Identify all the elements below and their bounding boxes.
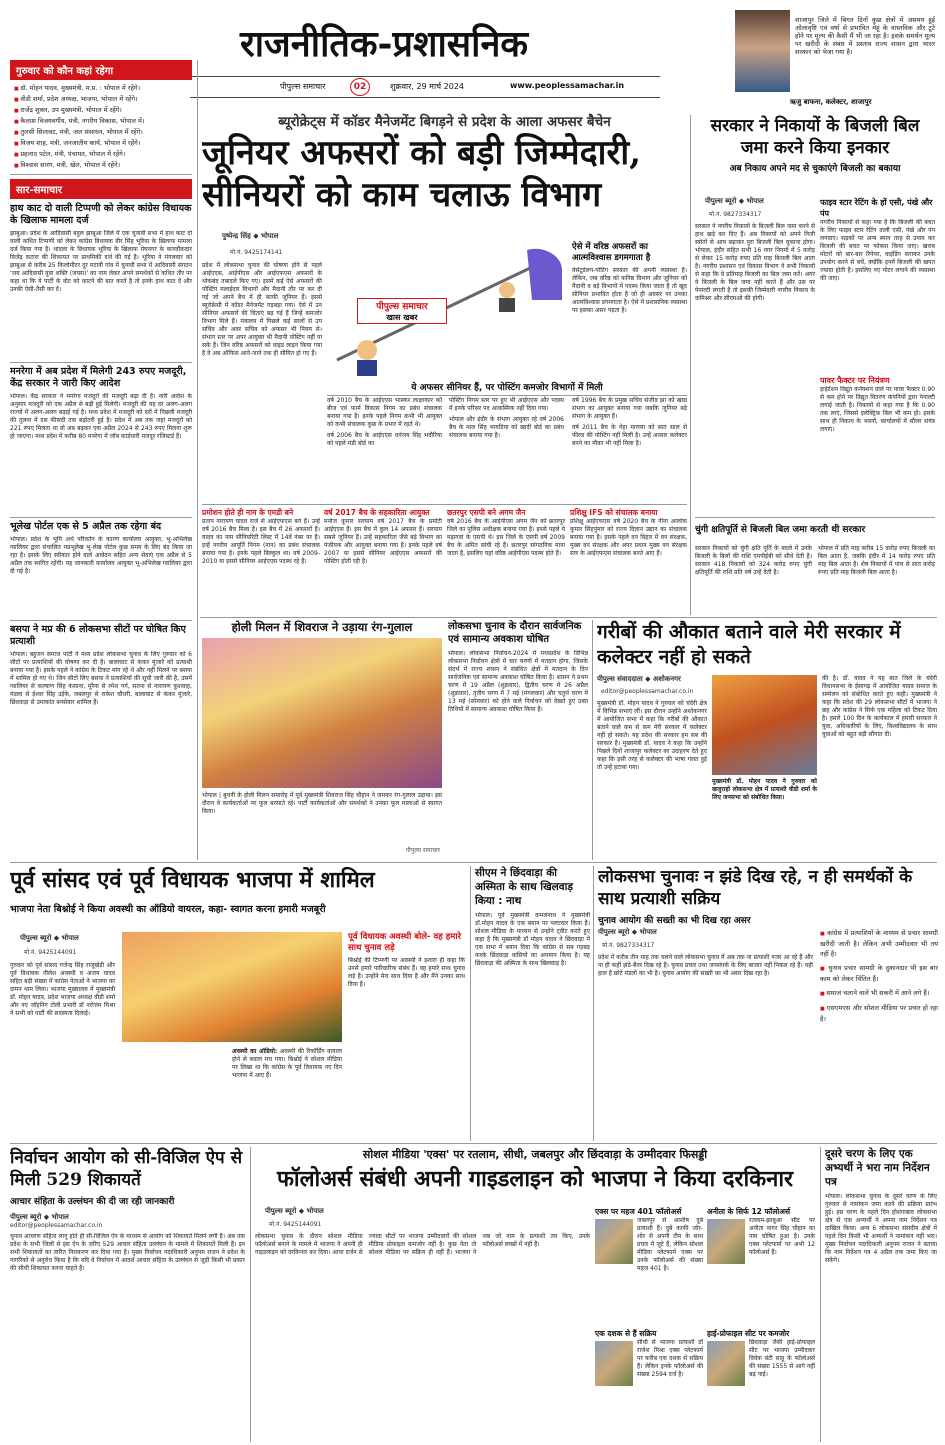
phase-body: भोपाल। लोकसभा चुनाव के दूसरे चरण के लिए गुरुवार से नामांकन जमा करने की प्रक्रिया प्रारंभ हुई। इस चरण के पहले दिन होशंगाबाद लोकसभा क्षेत्र से एक अभ्यर्थी ने अपना नाम निर्देशन पत्र दाखिल किया। अन्य 6 लोकसभा संसदीय क्षेत्रों में पहले दिन किसी भी अभ्यर्थी ने नामांकन नहीं भरा। मुख्य निर्वाचन पदाधिकारी अनुपम राजन ने बताया कि नाम निर्देशन पत्र 4 अप्रैल तक जमा किए जा सकेंगे। (825, 1193, 937, 1264)
cvigil-email: editor@peoplessamachar.co.in (10, 1222, 103, 1229)
lead-byline: पुष्पेन्द्र सिंह ◆ भोपाल (222, 232, 279, 240)
schedule-item: ■ विजय शाह, मंत्री, जनजातीय कार्य, भोपाल में रहेंगे। (14, 138, 188, 149)
cvigil-headline: निर्वाचन आयोग को सी-विजिल ऐप से मिली 529 शिकायतें (10, 1148, 243, 1190)
collector-byline: पीपुल्स संवाददाता ◆ अशोकनगर (597, 675, 681, 683)
electricity-mobile: मो.नं. 9827334317 (709, 211, 762, 218)
lead-mobile: मो.नं. 9425174141 (230, 249, 283, 256)
social-box: एक्स पर महज 401 फॉलोअर्स जबलपुर से आशीष दुबे प्रत्याशी हैं। दुबे काफी जोर-शोर से अपनी टीम के साथ प्रचार में जुटे हैं, लेकिन सोशल मीडिया प्लेटफार्म एक्स पर उनके फॉलोअर्स की संख्या महज 401 है। (595, 1207, 703, 1272)
candidate-photo (595, 1219, 633, 1264)
holiday-story (448, 620, 588, 860)
candidate-photo (595, 1341, 633, 1386)
brief-item (10, 517, 192, 616)
chhindwara-headline: सीएम ने छिंदवाड़ा की अस्मिता के साथ खिलवाड़ किया : नाथ (475, 867, 573, 907)
lead-section: प्रशिक्षु IFS को संचालक बनाया प्रशिक्षु आईएफएस वर्ष 2020 बैच के नीना आलोक कुमार सिंहपुंमार को राज्य विज्ञान उद्यान का संचालक बनाया गया है। इसके पहले वन विहार में वन संरक्षक, मुख्य वन संरक्षक और अपर प्रधान मुख्य वन संरक्षक स्तर के आईएफएस संचालक बनते आए हैं। (570, 508, 687, 557)
electricity-body: सरकार ने नगरीय निकायों के बिजली बिल जमा करने से हाथ खड़े कर दिए हैं। अब निकायों को अपने निजी स्त्रोतों से आय बढ़ाकर पुरा बिजली बिल चुकाना होगा। भोपाल, इंदौर सहित सभी 16 नगर निगमों में 5 करोड़ से लेकर 15 करोड़ रुपए प्रति माह बिजली बिल आता है। नगरीय प्रशासन एवं विकास विभाग ने सभी निकायों से कहा कि वे प्रतिमाह बिजली का बिल जमा करें। अगर वे बिजली के बिल जमा नहीं करते हैं और उस पर पेनाल्टी लगती है तो इसकी जिम्मेदारी नगरीय निकाय के कमिश्नर और सीएमओ की होगी। (695, 223, 815, 302)
lok-byline: पीपुल्स ब्यूरो ◆ भोपाल (598, 928, 657, 936)
lok-side-list: ■ कांग्रेस में प्रत्याशियों के माध्यम से प्रचार सामग्री खरीदी जाती है। लेकिन अभी उम्मीदवार भी तय नहीं है। ■ चुनाव प्रचार सामग्री के दुकानदार भी इस बार काम को लेकर चिंतित हैं। ■ समाज चलाने वाले भी सकरी में आने लगे हैं। ■ एसएमएस और सोशल मीडिया पर प्रचार हो रहा है। (820, 928, 938, 1138)
social-headline: फॉलोअर्स संबंधी अपनी गाइडलाइन को भाजपा ने किया दरकिनार (276, 1166, 794, 1192)
candidate-photo (707, 1341, 745, 1386)
lead-section: छतरपुर एसपी बने अगम जैन वर्ष 2016 बैच के आईपीएस अगम जैन को छतरपुर जिले का पुलिस अधीक्षक बनाया गया है। इनसे पहले ये मझगवां के एसपी थे। इस जिले के एसपी वर्ष 2009 बैच के अमित सांघी रहे हैं। छतरपुर सांगठनिक माना जाता है, इसलिए यहां वरिष्ठ आईपीएस पदस्थ होते हैं। (447, 508, 565, 557)
electricity-byline: पीपुल्स ब्यूरो ◆ भोपाल (705, 197, 764, 205)
schedule-item: ■ राजेंद्र शुक्ल, उप मुख्यमंत्री, भोपाल में रहेंगे। (14, 105, 188, 116)
schedule-item: ■ प्रहलाद पटेल, मंत्री, पंचायत, भोपाल में रहेंगे। (14, 149, 188, 160)
phase-story (825, 1147, 937, 1442)
lead-bullets-c: वर्ष 1996 बैच के प्रमुख सचिव संजीव झा को खाद्य संभाग का आयुक्त बनाया गया जबकि जूनियर बड़े संभाग के आयुक्त हैं। वर्ष 2011 बैच के नेहा मारव्या को सात साल से फील्ड की पोस्टिंग नहीं मिली है। उन्हें अवसर कलेक्टर बनने का मौका भी नहीं मिला है। (572, 397, 687, 447)
brief-item (10, 362, 192, 513)
social-byline: पीपुल्स ब्यूरो ◆ भोपाल (265, 1207, 324, 1215)
collector-headline: गरीबों की औकात बताने वाले मेरी सरकार में कलेक्टर नहीं हो सकते (597, 621, 901, 668)
bjp-photo (122, 932, 342, 1042)
holi-caption: भोपाल | बुधनी के होली मिलन समारोह में पूर्व मुख्यमंत्री शिवराज सिंह चौहान ने जमकर रंग-गुलाल उड़ाया। इस दौरान वे कार्यकर्ताओं पर फूल बरसाते रहे। पार्टी कार्यकर्ताओं और समर्थकों ने उनका फूल मालाओं से स्वागत किया। (202, 792, 442, 815)
bjp-inner-audio: अवस्थी का ऑडियो: अवस्थी की रिकॉर्डिंग वायरल होने से बवाल मच गया। बिश्नोई ने सोशल मीडिया पर लिखा था कि कांग्रेस के पूर्व विधायक नए दिन भाजपा में आए हैं। (232, 1048, 342, 1079)
chhindwara-story (475, 866, 590, 1141)
collector-body: मुख्यमंत्री डॉ. मोहन यादव ने गुरुवार को चंदेरी क्षेत्र में विभिन्न सभाएं लीं। इस दौरान उन्होंने अशोकनगर में आयोजित सभा में कहा कि गरीबों की औकात बताने वाले कम से कम मेरी सरकार में कलेक्टर नहीं हो सकते। यह प्रदेश की सरकार हम सब की सरकार है। मुख्यमंत्री डॉ. यादव ने कहा कि उन्होंने पिछले दिनों शाजापुर कलेक्टर का उदाहरण देते हुए कहा कि इसी तरह से कलेक्टर की भाषा गलत हुई तो उन्हें हटाया गया। (597, 700, 707, 771)
lead-kicker: ब्यूरोक्रेट्स में कॉडर मैनेजमेंट बिगड़ने से प्रदेश के आला अफसर बैचेन (278, 114, 611, 130)
lead-headline-line1: जूनियर अफसरों को बड़ी जिम्मेदारी, (202, 133, 642, 173)
bjp-mobile: मो.नं. 9425144091 (24, 949, 77, 956)
pipul-logo: पीपुल्स समाचार खास खबर (357, 298, 447, 324)
schedule-item: ■ वीडी शर्मा, प्रदेश अध्यक्ष, भाजपा, भोपाल में रहेंगे। (14, 94, 188, 105)
schedule-header: गुरुवार को कौन कहां रहेगा (10, 60, 192, 80)
lead-right-box: ऐसे में वरिष्ठ अफसरों का आत्मविश्वास डगमगाता है वेसेटूडेलप-पोटिंग सरकार की अपनी व्यवस्था है। लेकिन, जब वरिष्ठ को कनिष्ठ विभाग और जूनियर को मैदानी व बड़े विभागों में पदस्थ किया जाता है तो खुद सीनियर प्रभावित होता है जो ही अवसर पर उनका आत्मविश्वास डगमगाता है। ऐसे में प्रशासनिक व्यवस्था पर इसका असर पड़ता है। (572, 242, 687, 314)
candidate-photo (707, 1219, 745, 1264)
brief-body: झाबुआ। प्रदेश के आदिवासी बहुल झाबुआ जिले में एक चुनावी सभा में हाथ काट दो वाली कथित टिप्पणी को लेकर कांग्रेस विधायक वीर सिंह भूरिया के खिलाफ मामला दर्ज किया गया है। थांदला के विधायक भूरिया के खिलाफ मेघनगर के कारवौकदार विजेंद्र कटारा की शिकायत पर प्राथमिकी दर्ज की गई है। भूरिया ने मंगलवार को झाबुआ से करीब 25 किलोमीटर दूर मटानी गांव में चुनावी सभा में आदिवासी संगठन 'जय आदिवासी युवा शक्ति (जयस)' का नाम लेकर अपने समर्थकों से कथित तौर पर कहा था कि ये पार्टी के वोट को काटने की बात करते है तो इनके हाथ काट दें और उनकी ऐसी-तैसी कर दें। (10, 230, 192, 293)
holi-credit: पीपुल्स समाचार (405, 847, 440, 854)
collector-photo (712, 675, 817, 775)
bjp-subhead: भाजपा नेता बिश्नोई ने किया अवस्थी का ऑडियो वायरल, कहा- स्वागत करना हमारी मजबूरी (10, 904, 326, 915)
bjp-body: गुरुवार को पूर्व सांसद गजेन्द्र सिंह राजूखेड़ी और पूर्व विधायक नीलेश अवस्थी व अजय यादव सहित बड़ी संख्या में कांग्रेस नेताओं ने भाजपा का दामन थाम लिया। भाजपा मुख्यालय में मुख्यमंत्री डॉ. मोहन यादव, प्रदेश भाजपा अध्यक्ष वीडी शर्मा और नए जॉइनिंग टोली प्रभारी डॉ नरोत्तम मिश्रा ने सभी को पार्टी की सदस्यता दिलाई। (10, 962, 115, 1017)
lok-subhead: चुनाव आयोग की सख्ती का भी दिख रहा असर (598, 916, 751, 926)
scale-illustration (327, 240, 567, 380)
electricity-box-body: सरकार निकायों को चुंगी क्षति पूर्ति के बदले में उनके बिजली के बिलों की राशि एमपीईबी को सीधे देती है। सरकार 418 निकायों को 324 करोड़ रुपए चुंगी क्षतिपूर्ति की राशि प्रति वर्ष उन्हें देती है। (695, 545, 812, 576)
lok-story (598, 866, 938, 1141)
electricity-box-title: चुंगी क्षतिपूर्ति से बिजली बिल जमा करती थी सरकार (695, 525, 866, 535)
issue-date: शुक्रवार, 29 मार्च 2024 (390, 82, 465, 91)
social-body: लोकसभा चुनाव के दौरान सोशल मीडिया फॉलोअर्स बनाने के मामले में भाजपा ने अपनी ही गाइडलाइन को दरकिनार कर दिया। आधा दर्जन से ज्यादा सीटों पर भाजपा उम्मीदवारों की सोशल मीडिया प्रोफाइल कमजोर नहीं है। कुछ नेता तो सोशल मीडिया पर सक्रिय ही नहीं हैं। भाजपा ने जब जो नाम के प्रत्याशी तय किए, उनके फॉलोअर्स लाखों में नहीं हैं। (255, 1233, 590, 1256)
collector-caption: मुख्यमंत्री डॉ. मोहन यादव ने गुरुवार को खजुराहो लोकसभा क्षेत्र में प्रत्याशी वीडी शर्मा के लिए जनसभा को संबोधित किया। (712, 778, 817, 801)
page-number: 02 (350, 78, 370, 96)
lok-headline: लोकसभा चुनावः न झंडे दिख रहे, न ही समर्थकों के साथ प्रत्याशी सक्रिय (598, 867, 913, 909)
collector-body2: की है। डॉ. यादव ने यह बात जिले के चंदेरी विधानसभा के ईसागढ़ में आयोजित यादव समाज के सम्मेलन को संबोधित करते हुए कही। मुख्यमंत्री ने कहा कि प्रदेश की 29 लोकसभा सीटों में भाजपा ने छह और कांग्रेस ने सिर्फ एक महिला को टिकट दिया है। हमारे 100 दिन के कार्यकाल में हमारी सरकार ने युवा, अधिकारियों के लिए, विश्वविद्यालय के साथ युवाओं को बहुत बड़ी सौगात दी। (822, 675, 937, 738)
social-box: एक दशक से हैं सक्रिय सीधी से भाजपा प्रत्याशी डॉ राजेश मिश्रा एक्स प्लेटफार्म पर करीब एक दशक से सक्रिय हैं। लेकिन इनके फॉलोअर्स की संख्या 2594 दर्ज है। (595, 1329, 703, 1439)
lead-subheadline: ये अफसर सीनियर हैं, पर पोस्टिंग कमजोर विभागों में मिली (327, 380, 687, 396)
cvigil-body: चुनाव आचरण संहिता लागू होते ही सी-विजिल ऐप के माध्यम से आयोग को शिकायतें मिलने लगी हैं। अब तक प्रदेश के सभी जिलों से इस ऐप के ज़रिए 529 आचार संहिता उल्लंघन के मामले में शिकायतें मिली हैं। इन सभी शिकायतों का त्वरित निराकरण कर दिया गया है। मुख्य निर्वाचन पदाधिकारी अनुपम राजन ने प्रदेश के नागरिकों से अनुरोध किया है कि यदि वे निर्वाचन में आदर्श आचार संहिता के उल्लंघन से जुड़ी किसी भी प्रकार की सीधी शिकायत करना चाहते हैं। (10, 1233, 245, 1272)
holiday-headline: लोकसभा चुनाव के दौरान सार्वजनिक एवं सामान्य अवकाश घोषित (448, 621, 582, 645)
brief-title: भूलेख पोर्टल एक से 5 अप्रैल तक रहेगा बंद (10, 521, 162, 532)
lead-headline-line2: सीनियरों को काम चलाऊ विभाग (202, 175, 602, 215)
masthead (190, 0, 660, 100)
quote-photo (735, 10, 790, 92)
lead-section: वर्ष 2017 बैच के सहकारिता आयुक्त मनोज कुमार सरयाम वर्ष 2017 बैच के प्रमोटी आईएएस हैं। इस बैच में कुल 14 अफसर हैं। सरयाम सबसे जूनियर हैं। उन्हें सहकारिता जैसे बड़े विभाग का पंजीयक और आयुक्त बनाया गया है। इनके पहले वर्ष 2007 या इससे सीनियर आईएएस अफसरों की पोस्टिंग होती रही है। (324, 508, 442, 565)
social-box: हाई-प्रोफाइल सीट पर कमजोर छिंदवाड़ा जैसी हाई-प्रोफाइल सीट पर भाजपा उम्मीदवार विवेक बंटी साहू के फॉलोअर्स की संख्या 1555 से आगे नहीं बढ़ पाई। (707, 1329, 815, 1439)
holi-headline: होली मिलन में शिवराज ने उड़ाया रंग-गुलाल (231, 620, 413, 634)
cvigil-story (10, 1147, 245, 1442)
holiday-body: भोपाल। लोकसभा निर्वाचन-2024 में मध्यप्रदेश के विभिन्न लोकसभा निर्वाचन क्षेत्रों में चार चरणों में मतदान होगा, जिसके संदर्भ में राज्य शासन ने संबंधित क्षेत्रों में मतदान के दिन सार्वजनिक एवं सामान्य अवकाश घोषित किया है। शासन ने प्रथम चरण में 19 अप्रैल (शुक्रवार), द्वितीय चरण में 26 अप्रैल (शुक्रवार), तृतीय चरण में 7 मई (मंगलवार) और चतुर्थ चरण में 13 मई (सोमवार) को होने वाले निर्वाचन को देखते हुए उक्त तिथियों में सामान्य अवकाश घोषित किया है। (448, 650, 588, 713)
lead-bullets-a: वर्ष 2010 बैच के आईएएस भास्कर लाक्षाकार को बीज एवं फार्म विकास निगम का प्रबंध संचालक बनाया गया है। इनके पहले निगम कभी भी आयुक्त को कभी संचालक कुछ के प्रभार में रहते थे। वर्ष 2006 बैच के आईएएस धनंजय सिंह भदौरिया को पहले मंडी बोर्ड का (327, 397, 442, 447)
chhindwara-body: भोपाल। पूर्व मुख्यमंत्री कमलनाथ ने मुख्यमंत्री डॉ.मोहन यादव के एक बयान पर पलटवार किया है। सोशल मीडिया के माध्यम से उन्होंने ट्वीट करते हुए कहा है कि मुख्यमंत्री डॉ मोहन यादव ने छिंदवाड़ा में एक सभा में बयान दिया कि कांग्रेस से सब गड़बड़ करके छिंदवाड़ा वासियों का अपमान किया है। यह छिंदवाड़ा की अस्मिता के साथ खिलवाड़ है। (475, 912, 590, 967)
brief-body: भोपाल। केंद्र सरकार ने मनरेगा मजदूरों की मजदूरी बढ़ा दी है। नारी आदेश के अनुसार मजदूरी को एक अप्रैल से बढ़ी हुई मिलेगी। मजदूरी की यह दर अलग-अलग राज्यों में अलग-अलग बढ़ाई गई है। मध्य प्रदेश में मजदूरी को दरों में पिछली मजदूरी की तुलना में दस फीसदी तक बढ़ोतरी हुई है। प्रदेश में अब तक जहां मजदूरों को 221 रुपए मिलता था वो अब बढ़कर एक अप्रैल 2024 से 243 रुपए मिलना शुरू हो जाएगा। मध्य प्रदेश में करीब 80 मनरेगा में जॉब कार्डधारी मजदूर रजिस्टर्ड हैं। (10, 393, 192, 440)
quote-name: ऋजु बाफना, कलेक्टर, शाजापुर (790, 98, 872, 106)
bjp-headline: पूर्व सांसद एवं पूर्व विधायक भाजपा में शामिल (10, 867, 375, 893)
lok-mobile: मो.नं. 9827334317 (602, 942, 655, 949)
paper-name: पीपुल्स समाचार (280, 82, 326, 91)
left-column (10, 60, 192, 860)
brief-item (10, 203, 192, 358)
top-right-quote (665, 10, 940, 110)
lead-bullets-b: पोस्टिंग निगम स्तर पर हुए भी आईएएस और पदस्थ में इनके परिसर पद आकस्मिक नहीं दिया गया। भोपाल और इंदौर के संभाग आयुक्त रहे वर्ष 2006 बैच के माल सिंह भायडिया को खादी बोर्ड का प्रबंध संचालक बनाया गया है। (449, 397, 564, 439)
bjp-story (10, 866, 465, 1141)
schedule-item: ■ तुलसी सिलावट, मंत्री, जल संसाधन, भोपाल में रहेंगे। (14, 127, 188, 138)
brief-item (10, 620, 192, 781)
cvigil-subhead: आचार संहिता के उल्लंघन की दी जा रही जानकारी (10, 1197, 175, 1207)
collector-email: editor@peoplessamachar.co.in (601, 688, 694, 695)
bjp-inner: पूर्व विधायक अवस्थी बोले- वह हमारे साथ चुनाव लड़े बिश्नोई की टिप्पणी पर अवस्थी ने इशारा ही कहा कि उनसे हमारे पारिवारिक संबंध हैं। वह हमारे साथ चुनाव लड़े हैं। उन्होंने मेरा साथ दिया है और मैंने उनका साथ दिया है। (348, 932, 465, 988)
electricity-side: फाइव स्टार रेटिंग के हों एसी, पंखे और पंप नगरीय निकायों से कहा गया है कि बिजली की बचत के लिए फाइव स्टार रेटिंग वाली एसी, पंखे और पंप लगवाए। सड़कों पर अन्य स्मान तरह से उपाय कर बिजली की बचत पर फोकस किया जाए। खराब मोटरों को बार-बार रिपेयर, वाइंडिंग कराकर उनके उपयोग करने से बचें, क्योंकि इनमें बिजली की खपत ज्यादा होती है। इसलिए नए मोटर लगाने की व्यवस्था की जाए। पावर फैक्टर पर नियंत्रण हाईटेंशन विद्युत कनेक्शन वाले पर पावर फैक्टर 0.90 से कम होने पर विद्युत वितरण कंपनियों द्वारा पेनाल्टी लगाई जाती है। निकायों से कहा गया है कि 0.90 तक लाएं, जिससे इलेक्ट्रिक बिल भी कम हो। इसके साथ ही निकाय के भवनों, कार्यालयों में सौलर संयंत्र लगाएं। (820, 198, 935, 433)
phase-headline: दूसरे चरण के लिए एक अभ्यर्थी ने भरा नाम निर्देशन पत्र (825, 1148, 930, 1188)
brief-title: हाथ काट दो वाली टिप्पणी को लेकर कांग्रेस विधायक के खिलाफ मामला दर्ज (10, 203, 192, 226)
quote-text: शाजापुर जिले में बिगत दिनों कुछ क्षेत्रों में असमय हुई ओलावृष्टि एवं वर्षा से प्रभावित मेहूं के वास्तविक और टूटे होने पर मूल्य की कैसी मैं भी जा रहा है। इसके समर्थन मूल्य पर खरीदी के संबंध में प्रस्ताव राज्य शासन द्वारा भारत सरकार को भेजा गया है। (795, 16, 935, 56)
lead-story (202, 112, 687, 617)
electricity-box-body2: भोपाल में प्रति माह करीब 15 करोड़ रुपए बिजली का बिल आता है, जबकि इंदौर में 14 करोड़ रुपए प्रति माह बिल आता है। शेष निकायों में पांच से सात करोड़ रुपए प्रति माह बिजली बिल आता है। (818, 545, 935, 576)
schedule-item: ■ कैलाश विजयवर्गीय, मंत्री, नगरीय विकास, भोपाल में। (14, 116, 188, 127)
social-story (255, 1147, 815, 1442)
collector-story (597, 620, 937, 860)
website-link[interactable]: www.peoplessamachar.in (510, 81, 625, 90)
electricity-subhead: अब निकाय अपने मद से चुकाएंगे बिजली का बकाया (729, 164, 901, 174)
holi-story (202, 620, 442, 860)
lok-body: प्रदेश में करीब तीन माह तक चलने वाले लोकसभा चुनाव में अब तक ना प्रत्याशी नजर आ रहे हैं और ना ही कहीं झंडे-बैनर दिख रहे हैं। चुनाव प्रचार तथा जनसंपर्क के लिए बाजार नहीं निकल रहे हैं। यही हाल है छोटे मंडलों का भी है। चुनाव आयोग की सख्ती का भी असर दिख रहा है। (598, 954, 813, 977)
cvigil-byline: पीपुल्स ब्यूरो ◆ भोपाल (10, 1213, 69, 1221)
lead-body-col1: प्रदेश में लोकसभा चुनाव की घोषणा होने से पहले आईएएस, आईपीएस और आईएफएस अफसरों के थोकबंद तबादले किए गए। इसमें कई ऐसे अफसरों की पोस्टिंग मलाईदार विभागों और मैदानी तौर पर कर दी गई जो अपने बैच में ही काफी जूनियर हैं। इससे ब्यूरोक्रेसी में कॉडर मैनेजमेंट गड़बड़ा गया। ऐसे में उन सीनियर अफसरों की चिंताएं बढ़ गई हैं जिन्हें कमजोर विभाग मिले हैं। मंत्रालय में पिछले कई सालों से उप सचिव और अवर सचिव को अफसर भी नियम से। संभाग स्तर पर अपर आयुक्त भी मैदानी पोस्टिंग नहीं पा सके हैं। जिन वरिष्ठ अफसरों को वाइड लाइन किया गया है वे अब ऑफिस आने-जाने तक ही सीमित हो गए हैं। (202, 262, 322, 357)
brief-title: बसपा ने मप्र की 6 लोकसभा सीटों पर घोषित किए प्रत्याशी (10, 624, 186, 647)
brief-title: मनरेगा में अब प्रदेश में मिलेगी 243 रुपए मजदूरी, केंद्र सरकार ने जारी किए आदेश (10, 366, 187, 389)
saar-header: सार-समाचार (10, 179, 192, 199)
social-kicker: सोशल मीडिया 'एक्स' पर रतलाम, सीधी, जबलपुर और छिंदवाड़ा के उम्मीदवार फिसड्डी (362, 1148, 708, 1161)
schedule-item: ■ विश्वास सारंग, मंत्री, खेल, भोपाल में रहेंगे। (14, 160, 188, 171)
brief-body: भोपाल। प्रदेश के भूमि अर्थ परिवर्तन के कारण कार्यालय आयुक्त, भू-अभिलेख ग्वालियर द्वारा संचालित मप्रभूलेख भू-लेख पोर्टल कुछ समय के लिए बंद किया जा रहा है। इसके लिए स्वीकार होने वाले आवेदन सहित अन्य सेवाएं एक अप्रैल से 5 अप्रैल तक स्थगित रहेंगी। यह जानकारी कार्यालय आयुक्त भू-अभिलेख ग्वालियर द्वारा दी गई है। (10, 536, 192, 575)
holi-photo (202, 638, 442, 788)
schedule-item: ■ डॉ. मोहन यादव, मुख्यमंत्री, म.प्र. : भोपाल में रहेंगे। (14, 83, 188, 94)
section-title: राजनीतिक-प्रशासनिक (240, 23, 529, 65)
bjp-byline: पीपुल्स ब्यूरो ◆ भोपाल (20, 934, 79, 942)
electricity-headline: सरकार ने निकायों के बिजली बिल जमा करने किया इनकार (710, 116, 920, 158)
brief-body: भोपाल। बहुजन समाज पार्टी ने मध्य प्रदेश लोकसभा चुनाव के लिए गुरुवार को 6 सीटों पर प्रत्याशियों की घोषणा कर दी है। बालाघाट से कंकर मुंजारे को प्रत्याशी बनाया गया है। इसके पहले ने कांग्रेस के टिकट मांग रहे थे और नहीं मिलने पर बसपा में शामिल हो गए थे। जिन सीटों लिए बसपा ने प्रत्याशियों की सूची जारी की है, उसमें ग्वालियर से कल्याण सिंह कंसाना, मुरैना से रमेश गर्ग, सतना से नारायण कुशवाह, मंडला से ईश्वर सिंह उईके, जबलपुर से राकेश चौधरी, बालाघाट से कंकर मुंजारे, छिंदवाड़ा से उमाकांत बनसेवार शामिल हैं। (10, 651, 192, 706)
electricity-story (695, 115, 935, 615)
lead-section: प्रमोशन होते ही नाम के एमडी बने प्रताप नारायण यादव राजे से आईएफएस बने हैं। उन्हें वर्ष 2016 बैच मिला है। इस बैच में 26 अफसरों हैं। यादव का नाम सीनियरिटी लिस्ट में 14वें नंबर पर है। इन्हें नगरीय आपूर्ति निगम (नान) का प्रबंध संचालक बनाया गया है। इनके पहले बिल्कुल था। वर्ष 2009-2010 या इससे सीनियर आईएएस पदस्थ रहे हैं। (202, 508, 320, 565)
social-box: अनीता के सिर्फ 12 फॉलोअर्स रतलाम-झाबुआ सीट पर अनीता नागर सिंह चौहान का नाम घोषित हुआ है। उनके एक्स प्लेटफार्म पर अभी 12 फॉलोअर्स हैं। (707, 1207, 815, 1322)
schedule-list (10, 80, 192, 175)
social-mobile: मो.नं. 9425144091 (269, 1221, 322, 1228)
